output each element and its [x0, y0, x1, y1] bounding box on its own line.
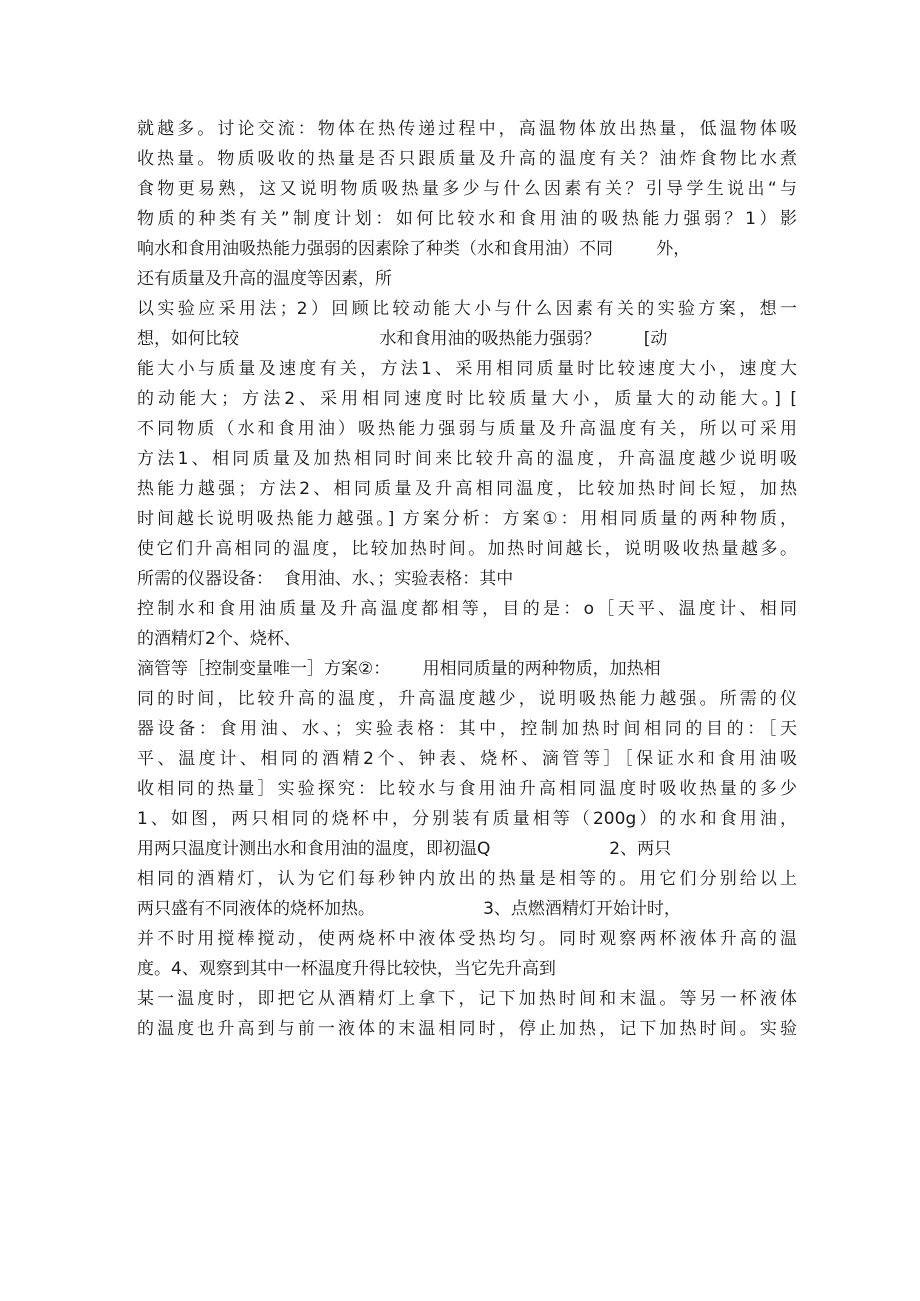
body-text: [137, 114, 797, 1044]
text-line: 并不时用搅棒搅动，使两烧杯中液体受热均匀。同时观察两杯液体升高的温: [137, 929, 797, 949]
text-line: 时间越长说明吸热能力越强。] 方案分析：方案①：用相同质量的两种物质，: [137, 509, 797, 529]
text-line: 方法1、相同质量及加热相同时间来比较升高的温度，升高温度越少说明吸: [137, 449, 797, 469]
text-line: 热能力越强；方法2、相同质量及升高相同温度，比较加热时间长短，加热: [137, 479, 797, 499]
text-line: 用两只温度计测出水和食用油的温度，即初温Q 2、两只: [137, 839, 672, 859]
text-line: 相同的酒精灯，认为它们每秒钟内放出的热量是相等的。用它们分别给以上: [137, 869, 797, 889]
text-line: 响水和食用油吸热能力强弱的因素除了种类（水和食用油）不同 外，: [137, 239, 691, 259]
text-line: 器设备：食用油、水、；实验表格：其中，控制加热时间相同的目的：［天: [137, 719, 797, 739]
text-line: 不同物质（水和食用油）吸热能力强弱与质量及升高温度有关，所以可采用: [137, 419, 797, 439]
text-line: 两只盛有不同液体的烧杯加热。 3、点燃酒精灯开始计时，: [137, 899, 681, 919]
text-line: 能大小与质量及速度有关，方法1、采用相同质量时比较速度大小，速度大: [137, 359, 797, 379]
text-line: 控制水和食用油质量及升高温度都相等，目的是：o［天平、温度计、相同: [137, 599, 797, 619]
text-line: 的温度也升高到与前一液体的末温相同时，停止加热，记下加热时间。实验: [137, 1019, 797, 1039]
text-line: 使它们升高相同的温度，比较加热时间。加热时间越长，说明吸收热量越多。: [137, 539, 797, 559]
text-line: 度。4、观察到其中一杯温度升得比较快，当它先升高到: [137, 959, 556, 979]
text-line: 平、温度计、相同的酒精2个、钟表、烧杯、滴管等］［保证水和食用油吸: [137, 749, 797, 769]
text-line: 1、如图，两只相同的烧杯中，分别装有质量相等（200g）的水和食用油，: [137, 809, 797, 829]
text-line: 滴管等［控制变量唯一］方案②： 用相同质量的两种物质，加热相: [137, 659, 661, 679]
text-line: 所需的仪器设备： 食用油、水、；实验表格：其中: [137, 569, 514, 589]
text-line: 同的时间，比较升高的温度，升高温度越少，说明吸热能力越强。所需的仪: [137, 689, 797, 709]
text-line: 以实验应采用法；2）回顾比较动能大小与什么因素有关的实验方案，想一: [137, 299, 797, 319]
text-line: 的酒精灯2个、烧杯、: [137, 629, 301, 649]
text-line: 食物更易熟，这又说明物质吸热量多少与什么因素有关？引导学生说出“与: [137, 179, 797, 199]
text-line: 收相同的热量］实验探究：比较水与食用油升高相同温度时吸收热量的多少: [137, 779, 797, 799]
text-line: 某一温度时，即把它从酒精灯上拿下，记下加热时间和末温。等另一杯液体: [137, 989, 797, 1009]
text-line: 物质的种类有关”制度计划：如何比较水和食用油的吸热能力强弱？1）影: [137, 209, 797, 229]
text-line: 的动能大；方法2、采用相同速度时比较质量大小，质量大的动能大。] [: [137, 389, 797, 409]
text-line: 就越多。讨论交流：物体在热传递过程中，高温物体放出热量，低温物体吸: [137, 119, 797, 139]
text-line: 还有质量及升高的温度等因素，所: [137, 269, 392, 289]
text-line: 收热量。物质吸收的热量是否只跟质量及升高的温度有关？油炸食物比水煮: [137, 149, 797, 169]
text-line: 想，如何比较 水和食用油的吸热能力强弱？ [动: [137, 329, 668, 349]
